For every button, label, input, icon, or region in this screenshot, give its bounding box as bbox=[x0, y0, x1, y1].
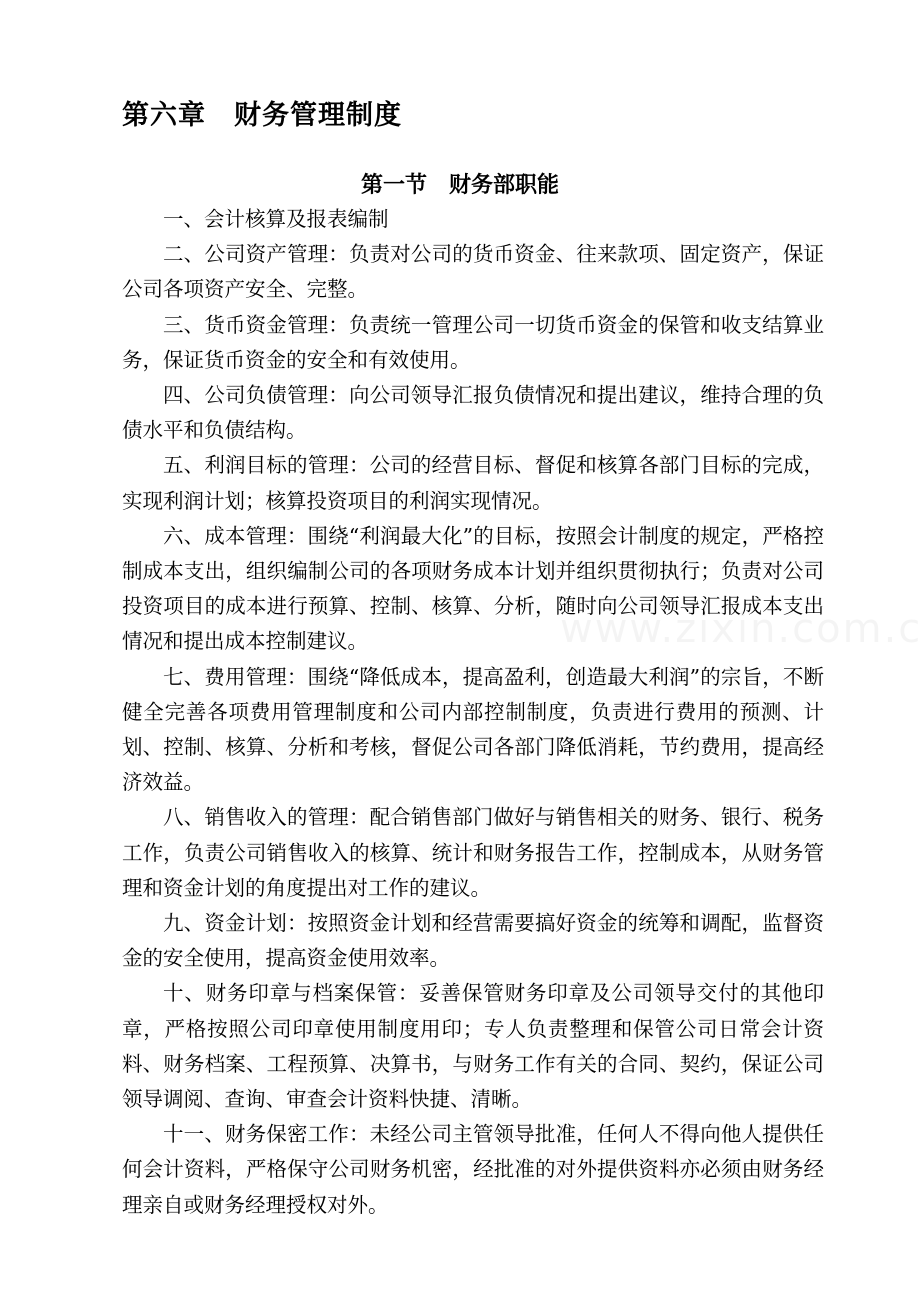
paragraph-9: 九、资金计划：按照资金计划和经营需要搞好资金的统筹和调配，监督资金的安全使用，提高资金使用效率。 bbox=[122, 911, 824, 971]
paragraph-1: 一、会计核算及报表编制 bbox=[163, 207, 389, 231]
chapter-title: 第六章 财务管理制度 bbox=[122, 100, 402, 131]
paragraph-2: 二、公司资产管理：负责对公司的货币资金、往来款项、固定资产，保证公司各项资产安全、完整。 bbox=[122, 242, 824, 302]
section-title: 第一节 财务部职能 bbox=[360, 172, 559, 198]
paragraph-5: 五、利润目标的管理：公司的经营目标、督促和核算各部门目标的完成，实现利润计划；核算投资项目的利润实现情况。 bbox=[122, 453, 824, 513]
paragraph-4: 四、公司负债管理：向公司领导汇报负债情况和提出建议，维持合理的负债水平和负债结构。 bbox=[122, 383, 824, 443]
paragraph-10: 十、财务印章与档案保管：妥善保管财务印章及公司领导交付的其他印章，严格按照公司印章使用制度用印；专人负责整理和保管公司日常会计资料、财务档案、工程预算、决算书，与财务工作有关的合同、契约，保证公司领导调阅、查询、审查会计资料快捷、清晰。 bbox=[122, 981, 824, 1112]
paragraph-6: 六、成本管理：围绕“利润最大化”的目标，按照会计制度的规定，严格控制成本支出，组织编制公司的各项财务成本计划并组织贯彻执行；负责对公司投资项目的成本进行预算、控制、核算、分析，随时向公司领导汇报成本支出情况和提出成本控制建议。 bbox=[122, 523, 824, 654]
paragraph-7: 七、费用管理：围绕“降低成本，提高盈利，创造最大利润”的宗旨，不断健全完善各项费用管理制度和公司内部控制制度，负责进行费用的预测、计划、控制、核算、分析和考核，督促公司各部门降低消耗，节约费用，提高经济效益。 bbox=[122, 664, 824, 795]
document-body bbox=[122, 202, 824, 1223]
paragraph-3: 三、货币资金管理：负责统一管理公司一切货币资金的保管和收支结算业务，保证货币资金的安全和有效使用。 bbox=[122, 312, 824, 372]
paragraph-11: 十一、财务保密工作：未经公司主管领导批准，任何人不得向他人提供任何会计资料，严格保守公司财务机密，经批准的对外提供资料亦必须由财务经理亲自或财务经理授权对外。 bbox=[122, 1122, 824, 1217]
paragraph-8: 八、销售收入的管理：配合销售部门做好与销售相关的财务、银行、税务工作，负责公司销售收入的核算、统计和财务报告工作，控制成本，从财务管理和资金计划的角度提出对工作的建议。 bbox=[122, 805, 824, 900]
